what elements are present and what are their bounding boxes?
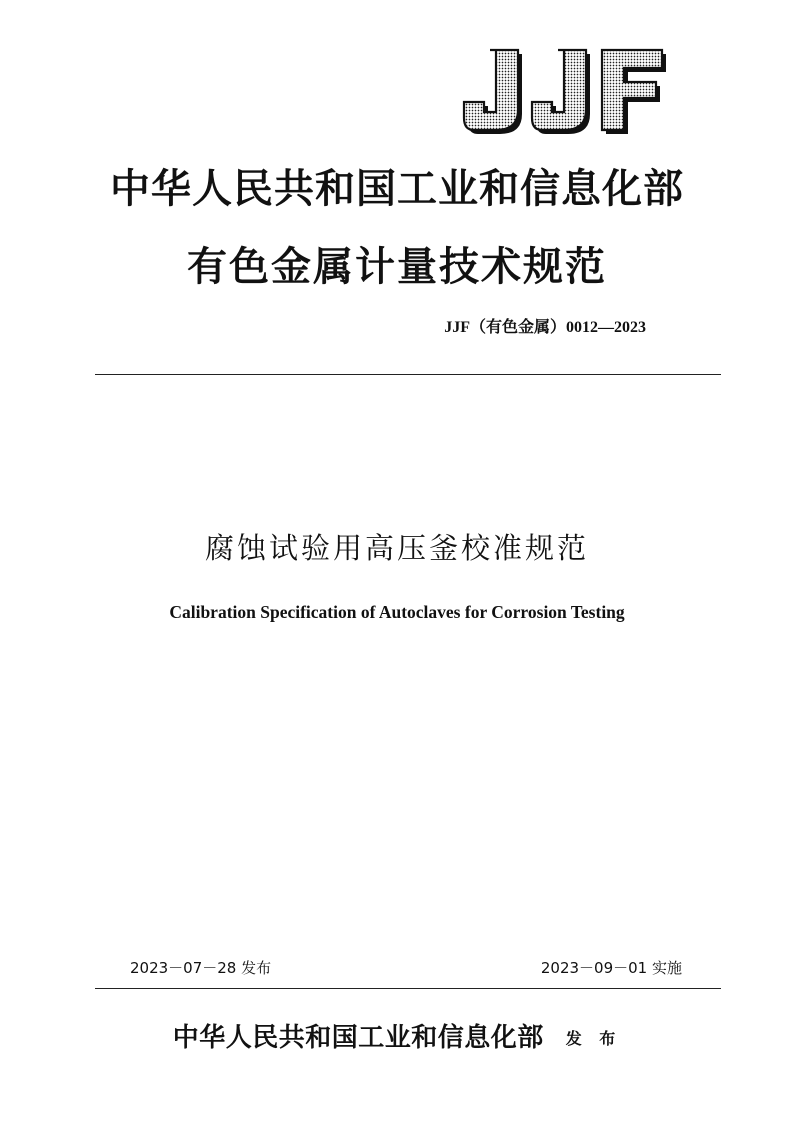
document-title-english: Calibration Specification of Autoclaves for Corrosion Testing xyxy=(169,602,625,622)
top-divider xyxy=(95,374,721,375)
ministry-title: 中华人民共和国工业和信息化部 xyxy=(110,165,684,212)
issue-date: 2023－07－28 发布 xyxy=(130,959,272,977)
publisher-verb: 发 布 xyxy=(565,1029,622,1048)
bottom-divider xyxy=(95,988,721,989)
publisher-line xyxy=(0,1020,794,1057)
jjf-logo xyxy=(462,46,668,136)
document-title-chinese: 腐蚀试验用高压釜校准规范 xyxy=(204,531,589,565)
implementation-date: 2023－09－01 实施 xyxy=(540,959,682,977)
standard-code: JJF（有色金属）0012—2023 xyxy=(444,319,646,336)
publisher-name: 中华人民共和国工业和信息化部 xyxy=(172,1023,544,1053)
series-title: 有色金属计量技术规范 xyxy=(187,243,607,290)
